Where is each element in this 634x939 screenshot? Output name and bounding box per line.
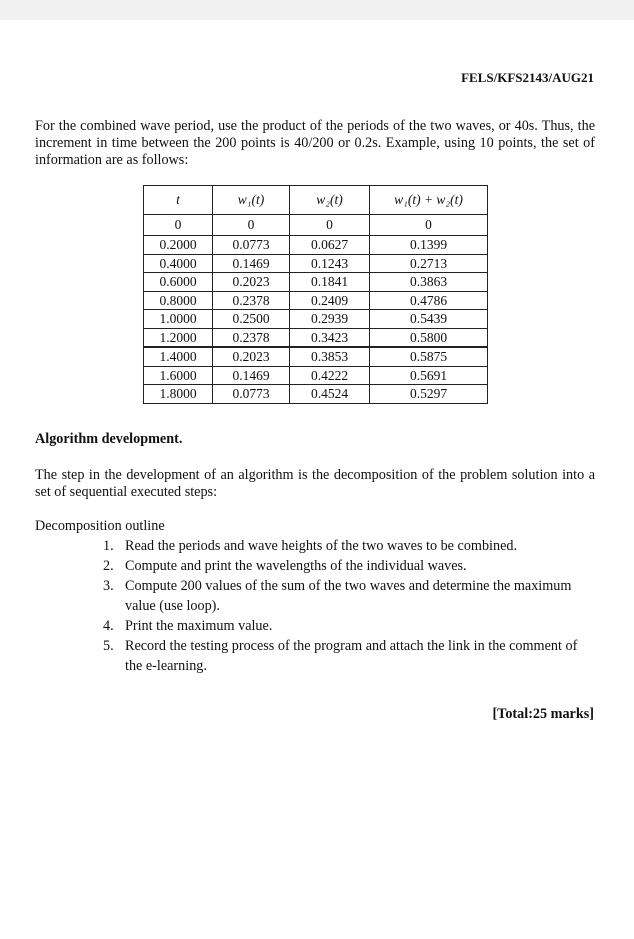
table-cell: 0.5439 xyxy=(370,310,488,329)
table-row xyxy=(144,254,488,273)
list-item xyxy=(103,556,594,576)
table-cell: 0.2378 xyxy=(213,291,290,310)
list-item xyxy=(103,536,594,556)
table-cell: 0.5875 xyxy=(370,347,488,366)
table-cell: 0 xyxy=(370,215,488,236)
list-item xyxy=(103,576,594,616)
table-row xyxy=(144,385,488,404)
table-cell: 0.3863 xyxy=(370,273,488,292)
table-row xyxy=(144,347,488,366)
table-cell: 0 xyxy=(213,215,290,236)
table-cell: 0 xyxy=(290,215,370,236)
table-row xyxy=(144,273,488,292)
table-cell: 0.4786 xyxy=(370,291,488,310)
table-cell: 0.3423 xyxy=(290,328,370,347)
table-cell: 1.2000 xyxy=(144,328,213,347)
table-cell: 0.4000 xyxy=(144,254,213,273)
table-cell: 0.2939 xyxy=(290,310,370,329)
table-cell: 1.8000 xyxy=(144,385,213,404)
table-row xyxy=(144,310,488,329)
table-header: t xyxy=(144,186,213,215)
table-cell: 0.2023 xyxy=(213,347,290,366)
table-header: w₁(t) + w₂(t) xyxy=(370,186,488,215)
table-cell: 1.4000 xyxy=(144,347,213,366)
table-cell: 0.5800 xyxy=(370,328,488,347)
table-cell: 0.2378 xyxy=(213,328,290,347)
table-row xyxy=(144,291,488,310)
table-cell: 0.0773 xyxy=(213,236,290,255)
table-row xyxy=(144,366,488,385)
step-text: Read the periods and wave heights of the two waves to be combined. xyxy=(125,538,518,554)
step-text: Record the testing process of the program and attach the link in the comment of the e-learning. xyxy=(125,638,578,674)
top-bar xyxy=(0,0,634,20)
step-text: Compute and print the wavelengths of the individual waves. xyxy=(125,558,467,574)
wave-table xyxy=(143,185,488,404)
step-number: 1. xyxy=(103,538,114,554)
outline-title: Decomposition outline xyxy=(35,518,165,534)
table-cell: 1.0000 xyxy=(144,310,213,329)
table-cell: 0 xyxy=(144,215,213,236)
step-number: 4. xyxy=(103,618,114,634)
list-item xyxy=(103,636,594,676)
table-cell: 0.1469 xyxy=(213,254,290,273)
table-cell: 0.1841 xyxy=(290,273,370,292)
table-header: w₂(t) xyxy=(290,186,370,215)
list-item xyxy=(103,616,594,636)
table-row xyxy=(144,328,488,347)
table-cell: 0.2713 xyxy=(370,254,488,273)
table-cell: 1.6000 xyxy=(144,366,213,385)
table-cell: 0.2409 xyxy=(290,291,370,310)
table-cell: 0.4222 xyxy=(290,366,370,385)
table-cell: 0.4524 xyxy=(290,385,370,404)
table-row xyxy=(144,236,488,255)
table-cell: 0.8000 xyxy=(144,291,213,310)
table-cell: 0.3853 xyxy=(290,347,370,366)
step-text: Compute 200 values of the sum of the two waves and determine the maximum value (use loop). xyxy=(125,578,572,614)
table-cell: 0.1399 xyxy=(370,236,488,255)
table-cell: 0.5691 xyxy=(370,366,488,385)
table-cell: 0.1469 xyxy=(213,366,290,385)
table-cell: 0.2000 xyxy=(144,236,213,255)
table-cell: 0.1243 xyxy=(290,254,370,273)
table-cell: 0.0773 xyxy=(213,385,290,404)
table-cell: 0.2500 xyxy=(213,310,290,329)
table-cell: 0.2023 xyxy=(213,273,290,292)
step-number: 5. xyxy=(103,638,114,654)
step-text: Print the maximum value. xyxy=(125,618,273,634)
table-header-row xyxy=(144,186,488,215)
algorithm-paragraph: The step in the development of an algorithm is the decomposition of the problem solution into a set of sequential executed steps: xyxy=(35,467,595,500)
table-header: w₁(t) xyxy=(213,186,290,215)
document-code: FELS/KFS2143/AUG21 xyxy=(461,70,594,85)
table-cell: 0.0627 xyxy=(290,236,370,255)
total-marks: [Total:25 marks] xyxy=(492,706,594,722)
step-number: 2. xyxy=(103,558,114,574)
table-cell: 0.6000 xyxy=(144,273,213,292)
table-cell: 0.5297 xyxy=(370,385,488,404)
intro-paragraph: For the combined wave period, use the product of the periods of the two waves, or 40s. Thus, the increment in time between the 200 points is 40/200 or 0.2s. Example, using 10 points, the set of information are as follows: xyxy=(35,118,595,168)
section-heading: Algorithm development. xyxy=(35,431,183,447)
step-number: 3. xyxy=(103,578,114,594)
decomposition-steps xyxy=(103,536,594,676)
table-row xyxy=(144,215,488,236)
